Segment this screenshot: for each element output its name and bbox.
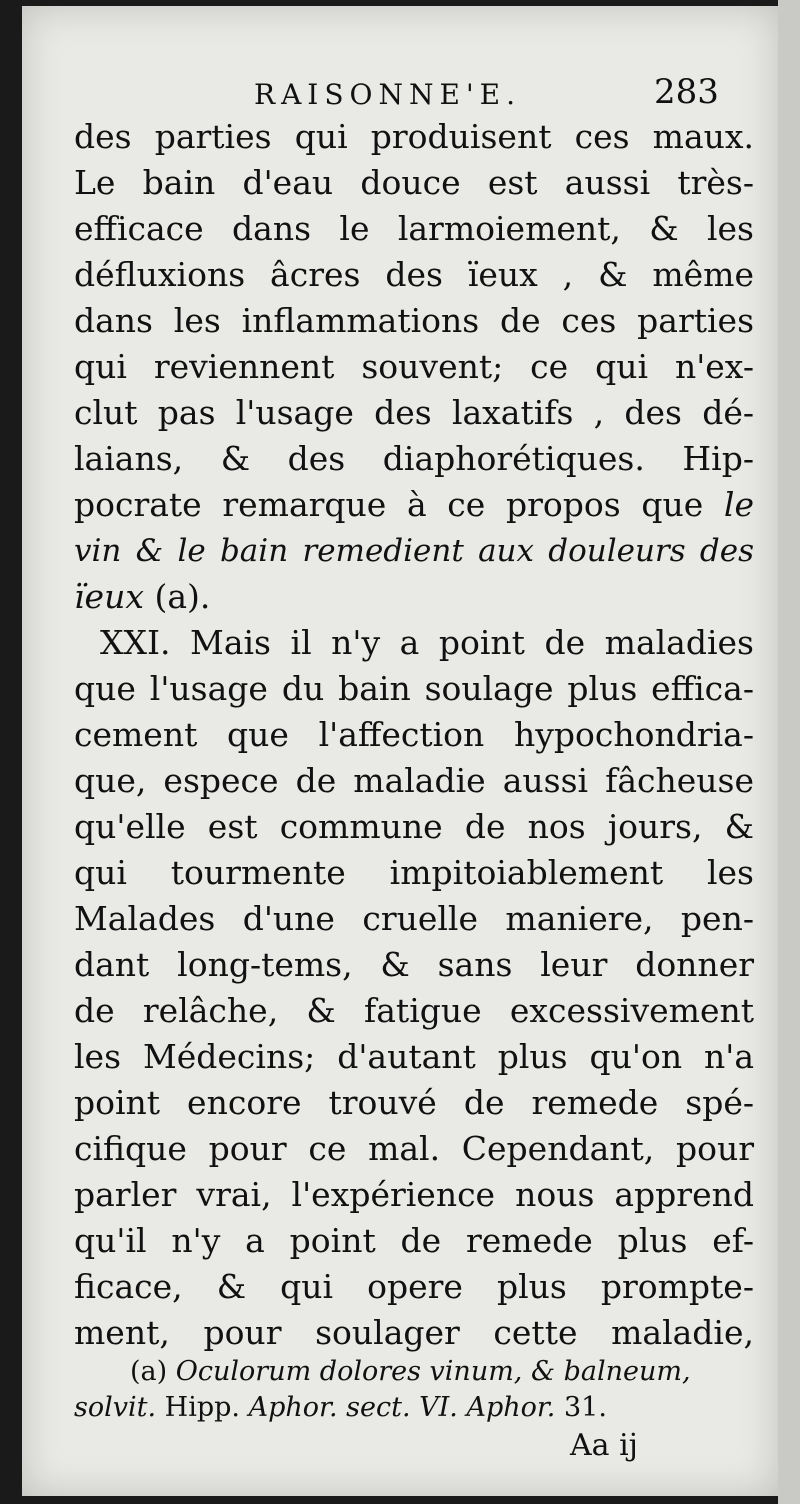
text-line	[74, 482, 754, 528]
text-line: ficace, & qui opere plus prompte-	[74, 1267, 754, 1306]
footnote-ref: (a).	[154, 577, 211, 616]
footnote-italic: solvit.	[74, 1392, 157, 1423]
footnote-line	[74, 1354, 754, 1390]
text-line: dant long-tems, & sans leur donner	[74, 945, 754, 984]
text-line: les Médecins; d'autant plus qu'on n'a	[74, 1037, 754, 1076]
text-line-italic: vin & le bain remedient aux douleurs des	[74, 533, 754, 569]
text-line: ment, pour soulager cette maladie,	[74, 1313, 754, 1352]
running-head: RAISONNE'E.	[254, 78, 521, 111]
text-line: point encore trouvé de remede spé-	[74, 1083, 754, 1122]
text-line: que, espece de maladie aussi fâcheuse	[74, 761, 754, 800]
footnote-marker: (a)	[130, 1356, 168, 1387]
text-italic: le	[723, 485, 755, 524]
text-line: qui tourmente impitoiablement les	[74, 853, 754, 892]
text-line: clut pas l'usage des laxatifs , des dé-	[74, 393, 754, 432]
text-line	[74, 574, 754, 620]
footnote-italic: Oculorum dolores vinum, & balneum,	[175, 1356, 691, 1387]
text-line: des parties qui produisent ces maux.	[74, 117, 754, 156]
text-line: Le bain d'eau douce est aussi très-	[74, 163, 754, 202]
footnote-italic: Aphor. sect. VI. Aphor.	[248, 1392, 556, 1423]
footnote-roman: 31.	[564, 1392, 607, 1423]
text-italic: ïeux	[74, 577, 144, 616]
footnote-line	[74, 1390, 754, 1426]
text-line: défluxions âcres des ïeux , & même	[74, 255, 754, 294]
text-roman: pocrate remarque à ce propos que	[74, 485, 704, 524]
footnote-roman: Hipp.	[164, 1392, 241, 1423]
page-edge	[778, 0, 800, 1504]
text-line: parler vrai, l'expérience nous apprend	[74, 1175, 754, 1214]
paragraph-start: XXI. Mais il n'y a point de maladies	[100, 623, 754, 662]
text-line: qu'il n'y a point de remede plus ef-	[74, 1221, 754, 1260]
body-text	[74, 114, 754, 1356]
text-line: de relâche, & fatigue excessivement	[74, 991, 754, 1030]
text-line: que l'usage du bain soulage plus effica-	[74, 669, 754, 708]
text-line: cement que l'affection hypochondria-	[74, 715, 754, 754]
signature-mark: Aa ij	[570, 1428, 638, 1463]
text-line: qui reviennent souvent; ce qui n'ex-	[74, 347, 754, 386]
page-header	[22, 72, 778, 118]
page-number: 283	[654, 72, 719, 112]
text-line: efficace dans le larmoiement, & les	[74, 209, 754, 248]
text-line: laians, & des diaphorétiques. Hip-	[74, 439, 754, 478]
footnote	[74, 1354, 754, 1426]
text-line: dans les inflammations de ces parties	[74, 301, 754, 340]
text-line: Malades d'une cruelle maniere, pen-	[74, 899, 754, 938]
text-line: cifique pour ce mal. Cependant, pour	[74, 1129, 754, 1168]
book-page	[22, 6, 778, 1496]
text-line: qu'elle est commune de nos jours, &	[74, 807, 754, 846]
